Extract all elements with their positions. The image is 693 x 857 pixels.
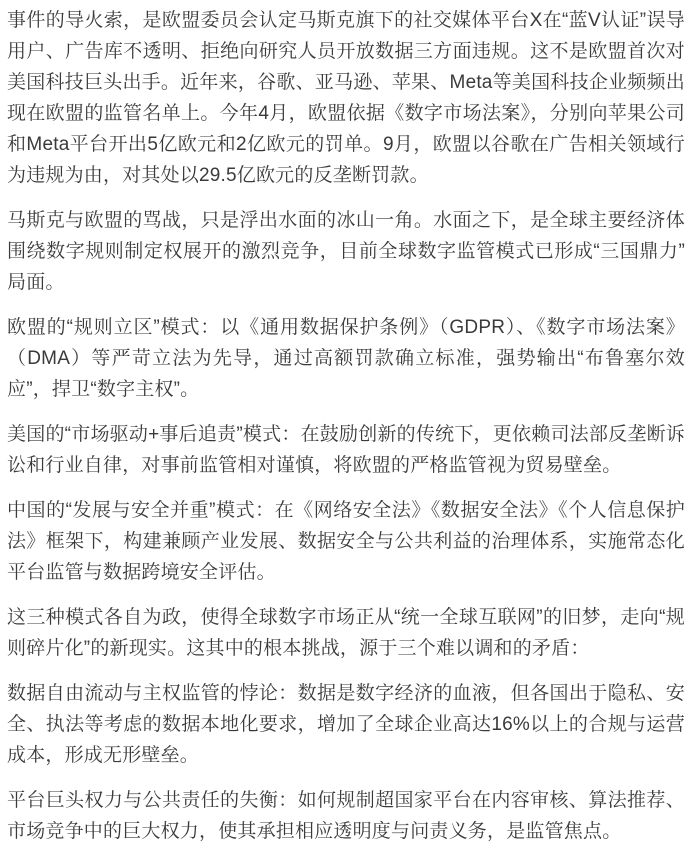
paragraph-iceberg-overview: 马斯克与欧盟的骂战，只是浮出水面的冰山一角。水面之下，是全球主要经济体围绕数字规则制定权展开的激烈竞争，目前全球数字监管模式已形成“三国鼎力”局面。 [7, 210, 685, 293]
paragraph-data-flow-paradox: 数据自由流动与主权监管的悖论：数据是数字经济的血液，但各国出于隐私、安全、执法等考虑的数据本地化要求，增加了全球企业高达16%以上的合规与运营成本，形成无形壁垒。 [7, 683, 685, 766]
paragraph-platform-power: 平台巨头权力与公共责任的失衡：如何规制超国家平台在内容审核、算法推荐、市场竞争中的巨大权力，使其承担相应透明度与问责义务，是监管焦点。 [7, 790, 685, 842]
paragraph-eu-model: 欧盟的“规则立区”模式：以《通用数据保护条例》（GDPR）、《数字市场法案》（DMA）等严苛立法为先导，通过高额罚款确立标准，强势输出“布鲁塞尔效应”，捍卫“数字主权”。 [7, 317, 685, 400]
paragraph-us-model: 美国的“市场驱动+事后追责”模式：在鼓励创新的传统下，更依赖司法部反垄断诉讼和行业自律，对事前监管相对谨慎，将欧盟的严格监管视为贸易壁垒。 [7, 424, 685, 476]
paragraph-incident-trigger: 事件的导火索，是欧盟委员会认定马斯克旗下的社交媒体平台X在“蓝V认证”误导用户、广告库不透明、拒绝向研究人员开放数据三方面违规。这不是欧盟首次对美国科技巨头出手。近年来，谷歌、亚马逊、苹果、Meta等美国科技企业频频出现在欧盟的监管名单上。今年4月，欧盟依据《数字市场法案》，分别向苹果公司和Meta平台开出5亿欧元和2亿欧元的罚单。9月，欧盟以谷歌在广告相关领域行为违规为由，对其处以29.5亿欧元的反垄断罚款。 [7, 10, 685, 186]
paragraph-fragmentation: 这三种模式各自为政，使得全球数字市场正从“统一全球互联网”的旧梦，走向“规则碎片化”的新现实。这其中的根本挑战，源于三个难以调和的矛盾： [7, 607, 685, 659]
paragraph-china-model: 中国的“发展与安全并重”模式：在《网络安全法》《数据安全法》《个人信息保护法》框架下，构建兼顾产业发展、数据安全与公共利益的治理体系，实施常态化平台监管与数据跨境安全评估。 [7, 500, 685, 583]
